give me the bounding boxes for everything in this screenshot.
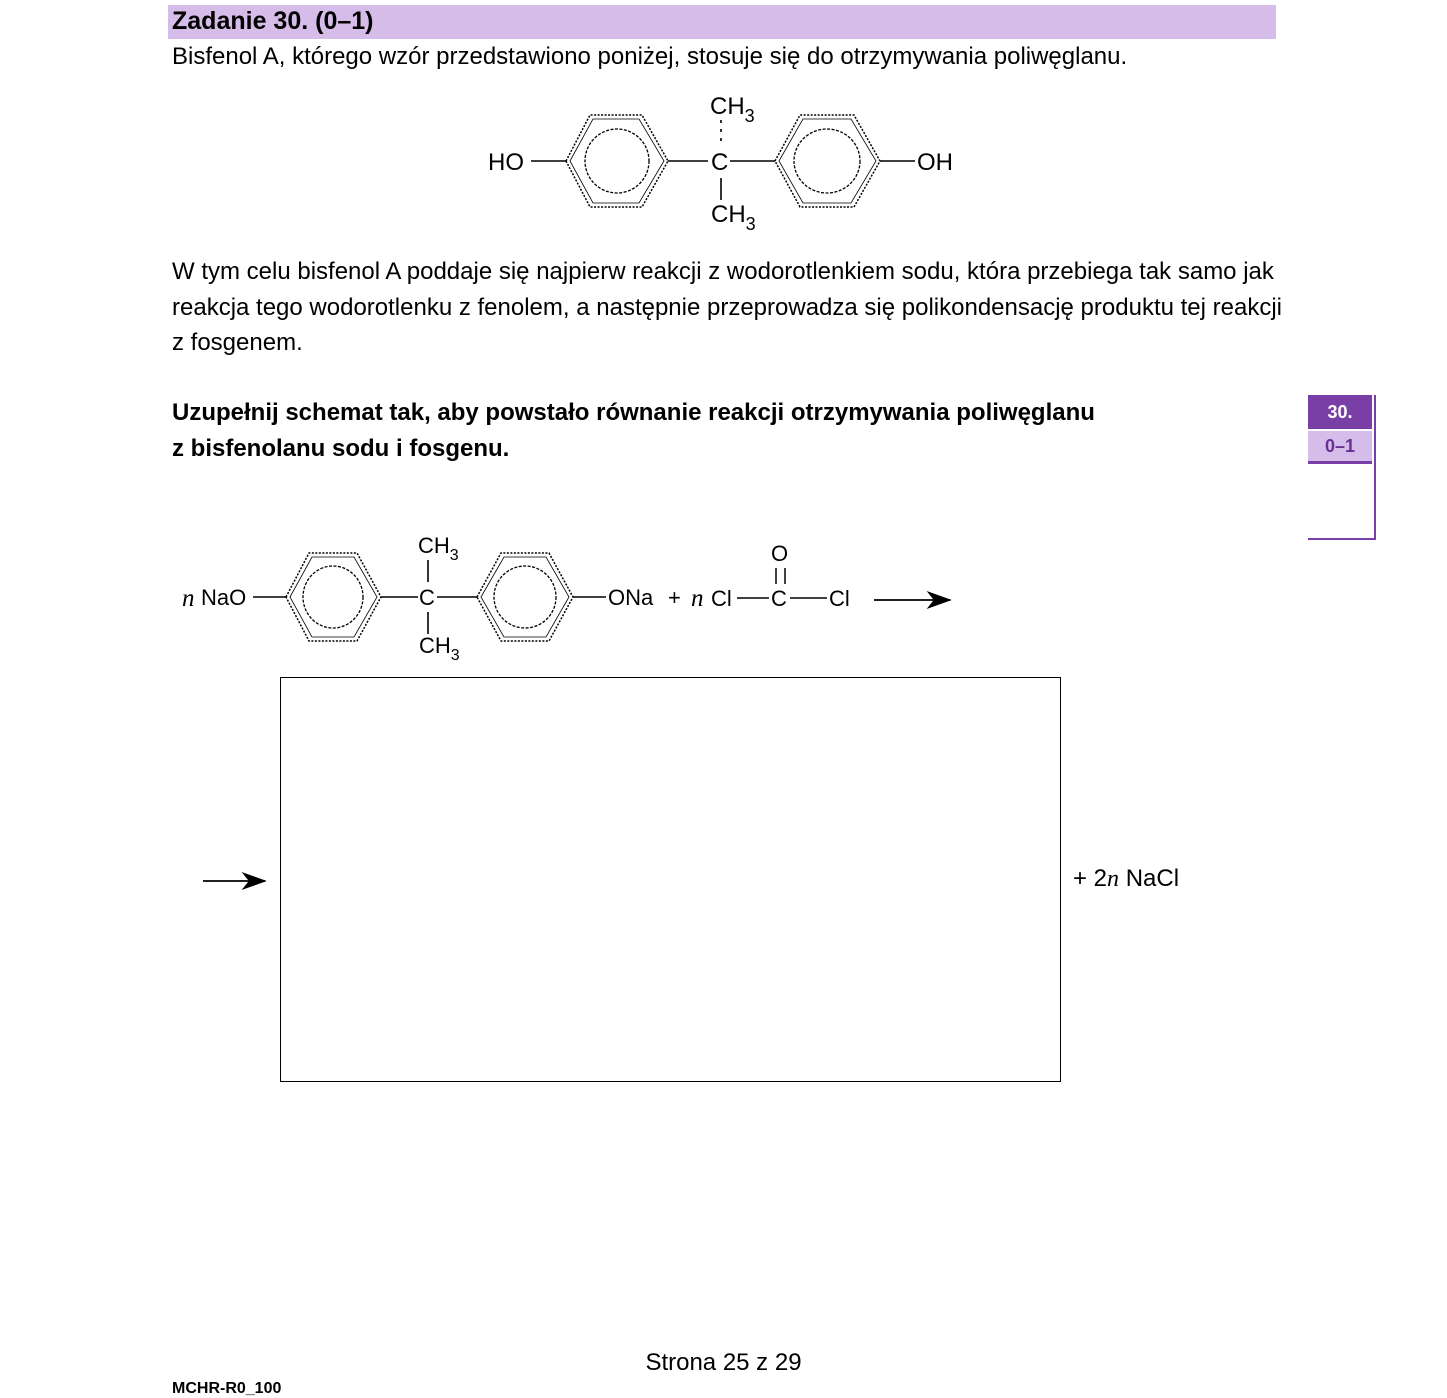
bpa-oh-label: OH xyxy=(917,149,953,176)
score-points: 0–1 xyxy=(1308,431,1372,461)
instruction-line-1: Uzupełnij schemat tak, aby powstało równanie reakcji otrzymywania poliwęglanu xyxy=(172,399,1095,426)
reaction-methyl-bottom: $CH_3$ xyxy=(419,633,460,664)
phosgene-cl-right: Cl xyxy=(829,586,850,611)
phosgene-cl-left: Cl xyxy=(711,586,732,611)
phosgene-oxygen: O xyxy=(771,541,789,566)
reactant-ona-label: ONa xyxy=(608,585,654,610)
score-task-number: 30. xyxy=(1308,395,1372,429)
exam-code: MCHR-R0_100 xyxy=(172,1380,282,1397)
task-title: Zadanie 30. (0–1) xyxy=(172,7,374,35)
phosgene-carbon: C xyxy=(771,586,787,611)
bpa-ho-label: HO xyxy=(488,149,524,176)
bpa-methyl-bottom: $CH_3$ xyxy=(711,201,756,234)
reaction-methyl-top: $CH_3$ xyxy=(418,533,459,564)
bpa-methyl-top: $CH_3$ xyxy=(710,93,755,126)
bisphenol-a-structure xyxy=(488,93,953,234)
reaction-coef-n: n xyxy=(182,585,195,612)
bpa-benzene-ring-right xyxy=(775,115,880,207)
reaction-center-carbon: C xyxy=(419,585,435,610)
instruction-line-2: z bisfenolanu sodu i fosgenu. xyxy=(172,434,510,462)
bpa-center-carbon: C xyxy=(711,149,729,176)
reactant-benzene-ring-left xyxy=(286,553,381,641)
bpa-benzene-ring-left xyxy=(566,115,668,207)
reaction-plus: + xyxy=(668,585,681,610)
phosgene-structure xyxy=(711,541,850,611)
reactant-benzene-ring-right xyxy=(477,553,573,641)
reactant-nao-label: NaO xyxy=(201,585,247,610)
byproduct-nacl: + 2n NaCl xyxy=(1073,865,1180,892)
phosgene-coef-n: n xyxy=(691,585,704,612)
task-paragraph: W tym celu bisfenol A poddaje się najpierw reakcji z wodorotlenkiem sodu, która przebiega tak samo jak reakcja tego wodorotlenku z fenolem, a następnie przeprowadza się polikondensację produktu tej reakcji z fosgenem. xyxy=(172,258,1282,356)
task-intro: Bisfenol A, którego wzór przedstawiono poniżej, stosuje się do otrzymywania poliwęglanu. xyxy=(172,43,1128,70)
answer-box[interactable] xyxy=(280,677,1061,1082)
page-number: Strona 25 z 29 xyxy=(645,1349,802,1376)
